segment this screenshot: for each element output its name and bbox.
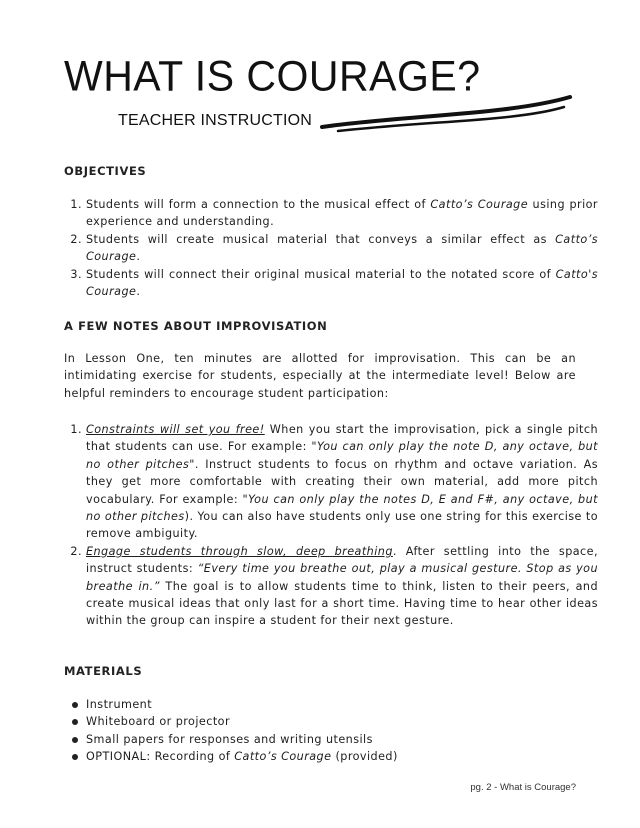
objectives-heading: OBJECTIVES [64,164,147,178]
materials-list [64,696,598,766]
list-item: Whiteboard or projector [86,713,598,730]
swoosh-decoration [318,93,578,133]
list-item: 1. Constraints will set you free! When you start the improvisation, pick a single pitch that students can use. For example: "You can only play the note D, any octave, but no other pitches". Instruct students to focus on rhythm and octave variation. As they get more comfortable with creating their own material, add more pitch vocabulary. For example: "You can only play the notes D, E and F#, any octave, but no other pitches). You can also have students only use one string for this exercise to remove ambiguity. [86,421,598,543]
list-item: 1. Students will form a connection to the musical effect of Catto’s Courage using prior experience and understanding. [86,196,598,231]
objectives-list [64,196,598,300]
improvisation-heading: A FEW NOTES ABOUT IMPROVISATION [64,319,328,333]
page-subtitle: TEACHER INSTRUCTION [118,112,313,129]
improvisation-list [64,421,598,630]
page-footer: pg. 2 - What is Courage? [470,782,576,793]
list-item: 2. Engage students through slow, deep breathing. After settling into the space, instruct students: “Every time you breathe out, play a musical gesture. Stop as you breathe in.” The goal is to allow students time to think, listen to their peers, and create musical ideas that only last for a short time. Having time to hear other ideas within the group can inspire a student for their next gesture. [86,543,598,630]
list-item: OPTIONAL: Recording of Catto’s Courage (provided) [86,748,598,765]
list-item: Instrument [86,696,598,713]
list-item: Small papers for responses and writing utensils [86,731,598,748]
materials-heading: MATERIALS [64,664,143,678]
list-item: 3. Students will connect their original musical material to the notated score of Catto's Courage. [86,266,598,301]
list-item: 2. Students will create musical material that conveys a similar effect as Catto’s Courage. [86,231,598,266]
page-title: WHAT IS COURAGE? [64,51,481,101]
improvisation-intro: In Lesson One, ten minutes are allotted for improvisation. This can be an intimidating exercise for students, especially at the intermediate level! Below are helpful reminders to encourage student participation: [64,352,576,400]
